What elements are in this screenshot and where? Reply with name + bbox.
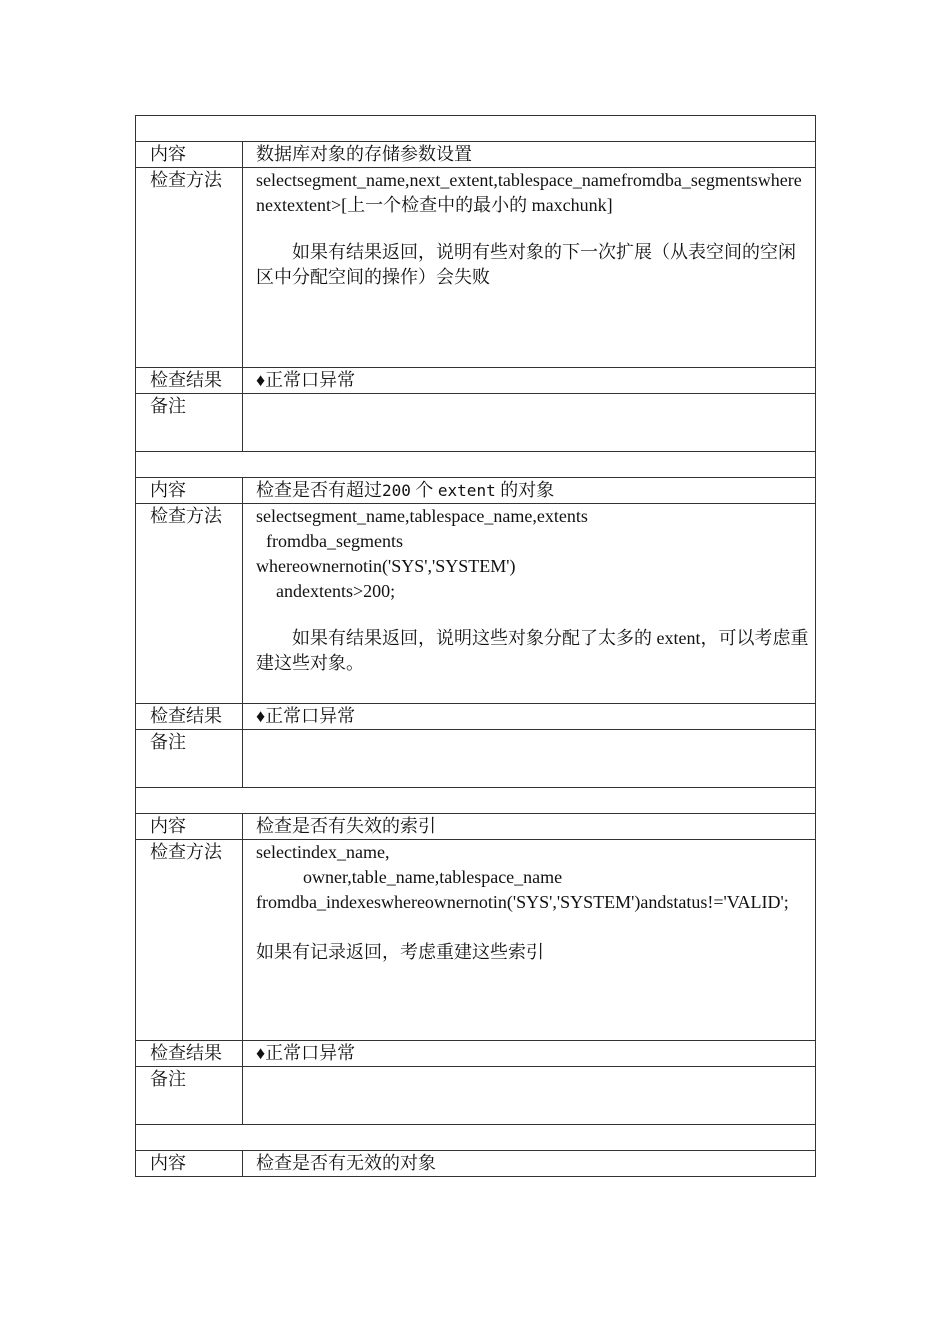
method-row	[136, 168, 816, 368]
method-sql: selectsegment_name,next_extent,tablespace_namefromdba_segmentswherenextextent>[上一个检查中的最小的 maxchunk]	[256, 170, 802, 215]
note-value	[243, 730, 816, 788]
method-explanation: 如果有结果返回，说明有些对象的下一次扩展（从表空间的空闲区中分配空间的操作）会失败	[256, 242, 796, 287]
content-label: 内容	[136, 1151, 243, 1177]
result-row	[136, 704, 816, 730]
method-label: 检查方法	[136, 840, 243, 1041]
method-explanation: 如果有结果返回，说明这些对象分配了太多的 extent，可以考虑重建这些对象。	[256, 628, 809, 673]
method-label: 检查方法	[136, 504, 243, 704]
content-row	[136, 1151, 816, 1177]
spacer-row	[136, 1125, 816, 1151]
result-label: 检查结果	[136, 368, 243, 394]
spacer-row	[136, 452, 816, 478]
content-value: 检查是否有失效的索引	[243, 814, 816, 840]
note-row	[136, 394, 816, 452]
content-label: 内容	[136, 814, 243, 840]
result-options: ♦正常口异常	[243, 704, 816, 730]
spacer-row	[136, 116, 816, 142]
content-number: 200	[382, 481, 411, 500]
spacer-row	[136, 788, 816, 814]
content-mid: 个	[415, 480, 434, 500]
content-value: 数据库对象的存储参数设置	[243, 142, 816, 168]
note-label: 备注	[136, 394, 243, 452]
sql-line: fromdba_segments	[266, 531, 403, 551]
note-label: 备注	[136, 1067, 243, 1125]
sql-line: andextents>200;	[276, 581, 396, 601]
content-row	[136, 478, 816, 504]
check-table	[135, 115, 816, 1177]
note-value	[243, 1067, 816, 1125]
method-explanation: 如果有记录返回，考虑重建这些索引	[256, 942, 544, 962]
content-keyword: extent	[437, 481, 496, 500]
content-prefix: 检查是否有超过	[256, 480, 382, 500]
result-row	[136, 368, 816, 394]
content-row	[136, 142, 816, 168]
note-row	[136, 730, 816, 788]
sql-line: fromdba_indexeswhereownernotin('SYS','SYSTEM')andstatus!='VALID';	[256, 892, 789, 912]
content-label: 内容	[136, 478, 243, 504]
sql-line: owner,table_name,tablespace_name	[303, 867, 563, 887]
content-value	[243, 478, 816, 504]
content-suffix: 的对象	[500, 480, 555, 500]
sql-line: selectsegment_name,tablespace_name,extents	[256, 506, 588, 526]
result-label: 检查结果	[136, 704, 243, 730]
method-row	[136, 504, 816, 704]
note-label: 备注	[136, 730, 243, 788]
result-row	[136, 1041, 816, 1067]
result-label: 检查结果	[136, 1041, 243, 1067]
result-options: ♦正常口异常	[243, 368, 816, 394]
method-label: 检查方法	[136, 168, 243, 368]
content-row	[136, 814, 816, 840]
method-value	[243, 840, 816, 1041]
sql-line: selectindex_name,	[256, 842, 390, 862]
method-value	[243, 504, 816, 704]
content-value: 检查是否有无效的对象	[243, 1151, 816, 1177]
note-value	[243, 394, 816, 452]
sql-line: whereownernotin('SYS','SYSTEM')	[256, 556, 516, 576]
method-value	[243, 168, 816, 368]
method-row	[136, 840, 816, 1041]
content-label: 内容	[136, 142, 243, 168]
note-row	[136, 1067, 816, 1125]
result-options: ♦正常口异常	[243, 1041, 816, 1067]
